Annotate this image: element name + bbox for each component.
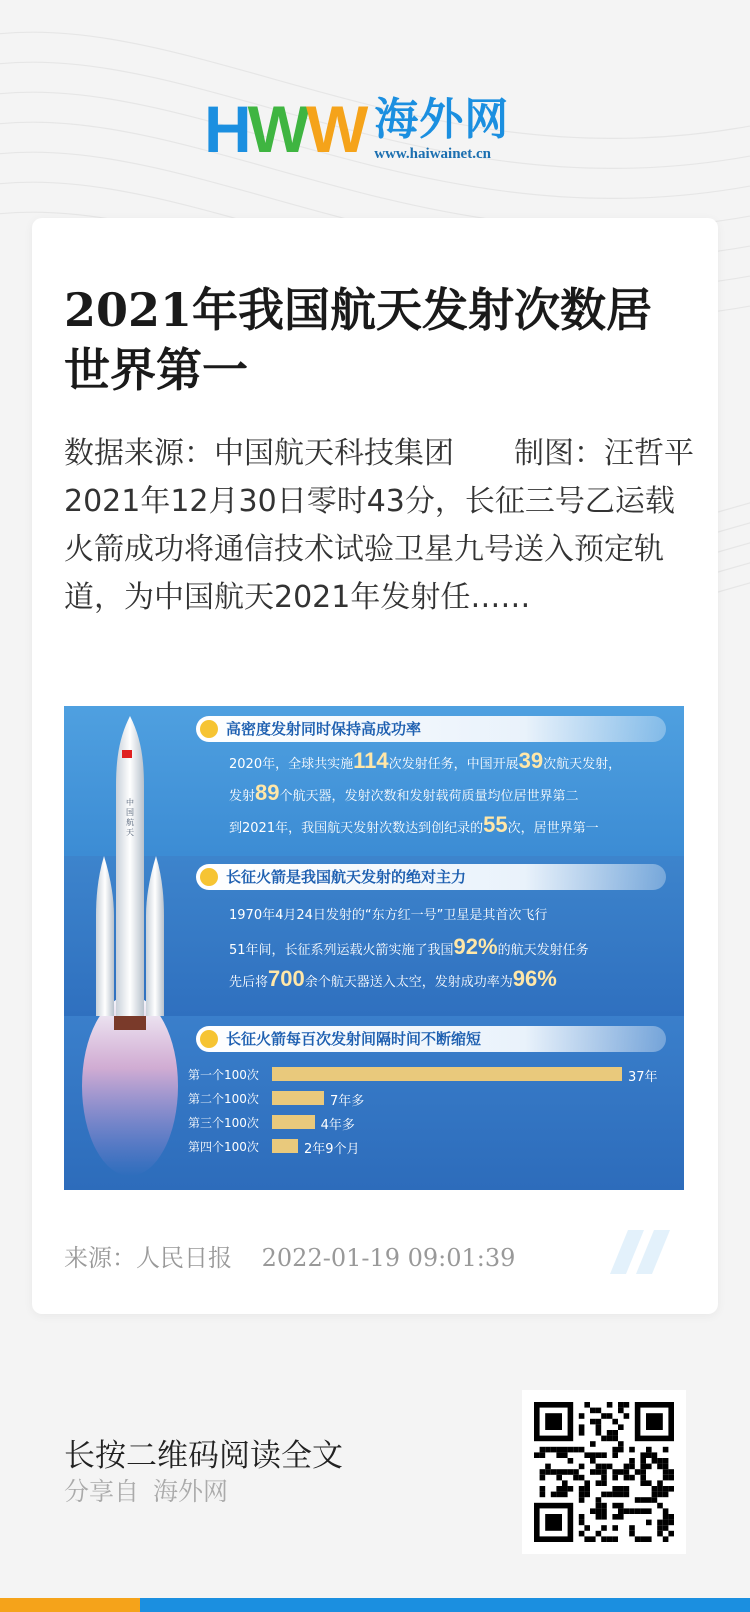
qr-code[interactable] xyxy=(522,1390,686,1554)
read-full-text-label: 长按二维码阅读全文 xyxy=(64,1438,343,1474)
quote-mark-icon xyxy=(610,1230,672,1274)
bar-category-label: 第三个100次 xyxy=(188,1116,259,1130)
bullet-dot-icon xyxy=(200,720,218,738)
brand-stripe xyxy=(0,1598,750,1612)
bar-category-label: 第一个100次 xyxy=(188,1068,259,1082)
bullet-dot-icon xyxy=(200,868,218,886)
info-line: 先后将700余个航天器送入太空，发射成功率为96% xyxy=(229,966,557,991)
logo-mark: HWW xyxy=(204,92,365,166)
rocket-text: 中国航天 xyxy=(126,798,134,837)
share-source: 分享自 海外网 xyxy=(64,1477,229,1506)
section-heading-2: 长征火箭是我国航天发射的绝对主力 xyxy=(196,864,666,890)
bar xyxy=(272,1091,324,1105)
site-logo[interactable] xyxy=(204,92,544,170)
article-summary: 数据来源：中国航天科技集团 制图：汪哲平2021年12月30日零时43分，长征三号乙运载火箭成功将通信技术试验卫星九号送入预定轨道，为中国航天2021年发射任…… xyxy=(64,436,694,615)
article-card xyxy=(32,218,718,1314)
info-line: 发射89个航天器，发射次数和发射载荷质量均位居世界第二 xyxy=(229,780,579,805)
info-line: 2020年，全球共实施114次发射任务，中国开展39次航天发射， xyxy=(229,748,622,773)
bar-value-label: 2年9个月 xyxy=(304,1142,360,1157)
logo-name: 海外网 xyxy=(374,94,510,145)
share-footer xyxy=(0,1350,750,1600)
article-title: 2021年我国航天发射次数居世界第一 xyxy=(64,283,653,397)
bar-value-label: 4年多 xyxy=(320,1118,355,1133)
article-meta xyxy=(64,1238,515,1273)
qr-code-icon xyxy=(534,1402,674,1542)
article-infographic xyxy=(64,706,684,1190)
info-line: 到2021年，我国航天发射次数达到创纪录的55次，居世界第一 xyxy=(229,812,599,837)
source-label: 来源：人民日报 xyxy=(64,1244,232,1272)
info-line: 51年间，长征系列运载火箭实施了我国92%的航天发射任务 xyxy=(229,934,589,959)
section-heading-1: 高密度发射同时保持高成功率 xyxy=(196,716,666,742)
bullet-dot-icon xyxy=(200,1030,218,1048)
bar-category-label: 第二个100次 xyxy=(188,1092,259,1106)
bar xyxy=(272,1115,315,1129)
info-line: 1970年4月24日发射的“东方红一号”卫星是其首次飞行 xyxy=(229,908,548,923)
bar xyxy=(272,1067,622,1081)
rocket-illustration xyxy=(64,706,194,1190)
logo-url: www.haiwainet.cn xyxy=(374,146,491,162)
bar xyxy=(272,1139,298,1153)
bar-value-label: 7年多 xyxy=(330,1094,365,1109)
bar-category-label: 第四个100次 xyxy=(188,1140,259,1154)
section-heading-3: 长征火箭每百次发射间隔时间不断缩短 xyxy=(196,1026,666,1052)
bar-value-label: 37年 xyxy=(628,1070,658,1085)
publish-timestamp: 2022-01-19 09:01:39 xyxy=(261,1244,516,1272)
